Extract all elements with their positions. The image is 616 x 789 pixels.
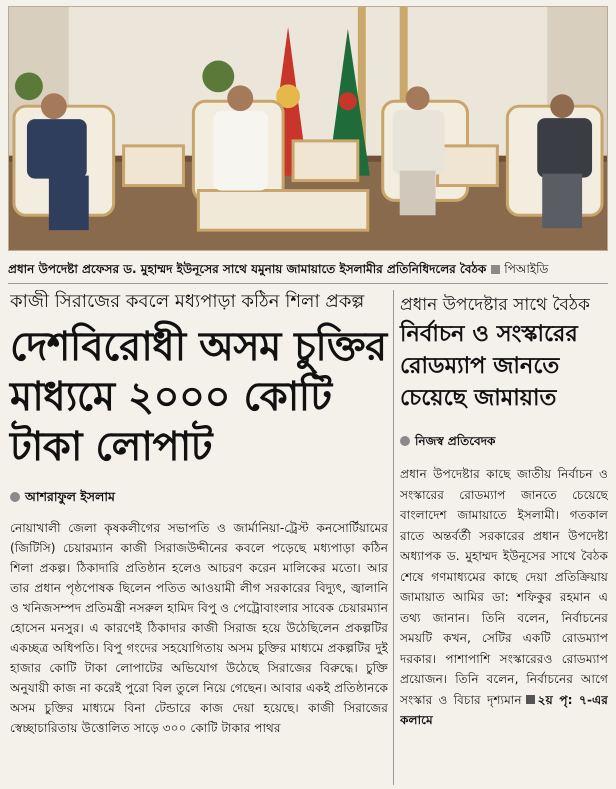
right-body (400, 464, 608, 789)
photo-credit: পিআইডি (504, 262, 549, 276)
byline-dot-icon (10, 492, 20, 502)
left-byline-name: আশরাফুল ইসলাম (25, 489, 115, 504)
right-byline (400, 430, 608, 452)
left-byline (10, 486, 388, 508)
left-story (10, 290, 388, 789)
column-divider (393, 290, 394, 785)
right-headline[interactable]: নির্বাচন ও সংস্কারের রোডম্যাপ জানতে চেয়েছে জামায়াত (400, 321, 578, 411)
right-body-text: প্রধান উপদেষ্টার কাছে জাতীয় নির্বাচন ও সংস্কারের রোডম্যাপ জানতে চেয়েছে বাংলাদেশ জামায়াতে ইসলামী। গতকাল রাতে অন্তর্বর্তী সরকারের প্রধান উপদেষ্টা অধ্যাপক ড. মুহাম্মদ ইউনূসের সাথে বৈঠক শেষে গণমাধ্যমের কাছে দেয়া প্রতিক্রিয়ায় জামায়াত আমির ডা: শফিকুর রহমান এ তথ্য জানান। তিনি বলেন, নির্বাচনের সময়টি কখন, সেটির একটি রোডম্যাপ দরকার। পাশাপাশি সংস্কারেরও রোডম্যাপ প্রয়োজন। তিনি বলেন, নির্বাচনের আগে সংস্কার ও বিচার দৃশ্যমান (400, 467, 608, 707)
square-bullet-icon (491, 265, 500, 274)
right-byline-name: নিজস্ব প্রতিবেদক (415, 434, 496, 448)
byline-dot-icon (400, 436, 410, 446)
news-photo (8, 6, 608, 251)
left-kicker: কাজী সিরাজের কবলে মধ্যপাড়া কঠিন শিলা প্রকল্প (10, 291, 365, 312)
right-story (400, 294, 608, 789)
continuation-text: ২য় পৃ: ৭-এর কলামে (400, 692, 608, 727)
photo-caption (8, 258, 608, 280)
square-bullet-icon (526, 695, 535, 704)
left-body-text: নোয়াখালী জেলা কৃষকলীগের সভাপতি ও জার্মানিয়া-ট্রেস্ট কনসোর্টিয়ামের (জিটিসি) চেয়ারম্যান কাজী সিরাজউদ্দীনের কবলে পড়েছে মধ্যপাড়া কঠিন শিলা প্রকল্প। ঠিকাদারি প্রতিষ্ঠান হলেও আচরণ করেন মালিকের মতো। আর তার প্রধান পৃষ্ঠপোষক ছিলেন পতিত আওয়ামী লীগ সরকারের বিদ্যুৎ, জ্বালানি ও খনিজসম্পদ প্রতিমন্ত্রী নসরুল হামিদ বিপু ও পেট্রোবাংলার সাবেক চেয়ারম্যান হোসেন মনসুর। এ কারণেই ঠিকাদার কাজী সিরাজ হয়ে উঠেছিলেন প্রকল্পটির একচ্ছত্র অধিপতি। বিপু গংদের সহযোগিতায় অসম চুক্তির মাধ্যমে প্রকল্পটির দুই হাজার কোটি টাকা লোপাটের অভিযোগ উঠেছে সিরাজের বিরুদ্ধে। চুক্তি অনুযায়ী কাজ না করেই পুরো বিল তুলে নিয়ে গেছেন। আবার একই প্রতিষ্ঠানকে অসম চুক্তির মাধ্যমে বিনা টেন্ডারে কাজ দেয়া হয়েছে। কাজী সিরাজের স্বেচ্ছাচারিতায় উত্তোলিত সাড়ে ৩০০ কোটি টাকার পাথর (10, 521, 388, 735)
caption-text: প্রধান উপদেষ্টা প্রফেসর ড. মুহাম্মদ ইউনূসের সাথে যমুনায় জামায়াতে ইসলামীর প্রতিনিধিদলের বৈঠক (8, 262, 487, 276)
horizontal-divider (8, 283, 608, 284)
meeting-scene-image (9, 7, 607, 250)
left-headline[interactable]: দেশবিরোধী অসম চুক্তির মাধ্যমে ২০০০ কোটি টাকা লোপাট (10, 324, 387, 470)
right-kicker: প্রধান উপদেষ্টার সাথে বৈঠক (400, 295, 590, 315)
